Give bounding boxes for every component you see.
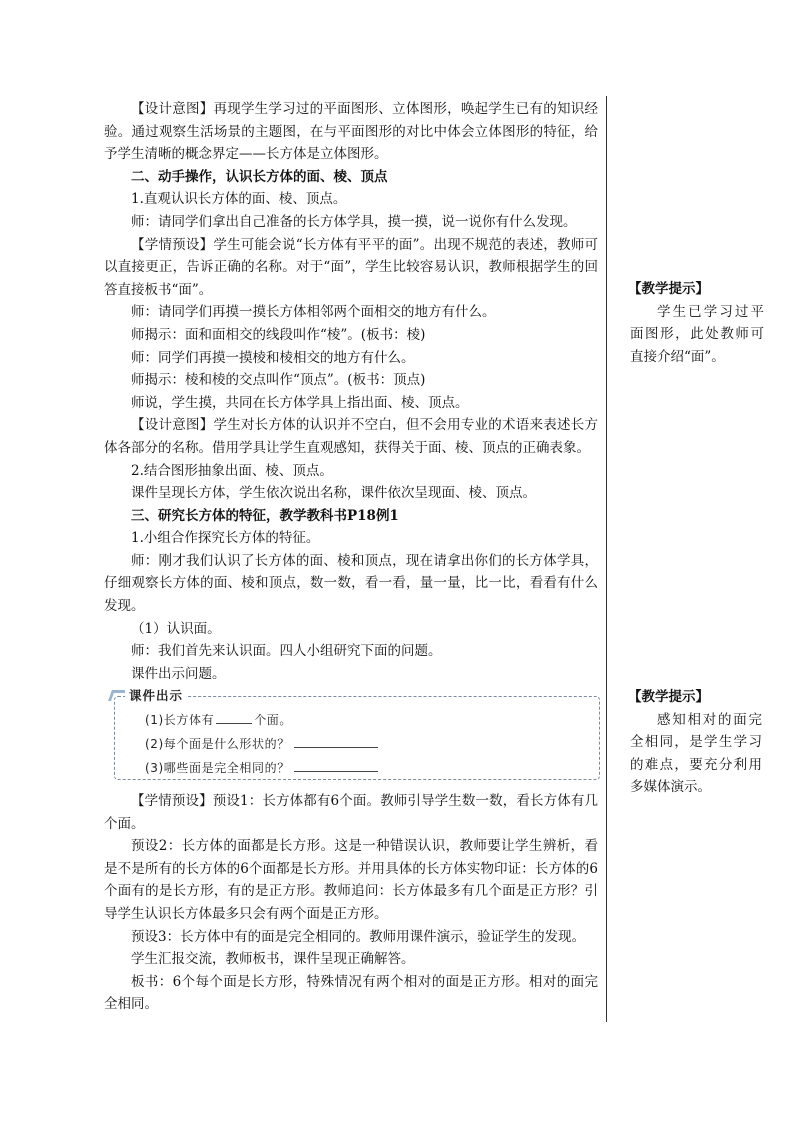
joint-activity: 师说，学生摸，共同在长方体学具上指出面、棱、顶点。 [131,394,469,411]
teacher-reveal-vertex: 师揭示：棱和棱的交点叫作“顶点”。(板书：顶点) [131,372,426,389]
question-2-text: (2)每个面是什么形状的？ [145,737,290,751]
teacher-instruction-observe: 师：刚才我们认识了长方体的面、棱和顶点，现在请拿出你们的长方体学具，仔细观察长方体的面、棱和顶点，数一数，看一看，量一量，比一比，看看有什么发现。 [104,552,598,615]
teacher-reveal-edge: 师揭示：面和面相交的线段叫作“棱”。(板书：棱) [131,326,426,343]
design-intent-paragraph-2: 【设计意图】学生对长方体的认识并不空白，但不会用专业的术语来表述长方体各部分的名称。借用学具让学生直观感知，获得关于面、棱、顶点的正确表象。 [104,417,598,456]
column-divider [606,96,607,1022]
teaching-tip-1-body: 学生已学习过平面图形，此处教师可直接介绍“面”。 [630,303,764,365]
teacher-prompt-vertex: 师：同学们再摸一摸棱和棱相交的地方有什么。 [131,349,415,366]
step-1-title: 1.直观认识长方体的面、棱、顶点。 [131,191,347,208]
answer-blank-2 [294,735,378,748]
courseware-presentation: 课件呈现长方体，学生依次说出名称，课件依次呈现面、棱、顶点。 [131,485,536,502]
question-1-text: (1)长方体有 [145,713,215,727]
design-intent-paragraph-1: 【设计意图】再现学生学习过的平面图形、立体图形，唤起学生已有的知识经验。通过观察生活场景的主题图，在与平面图形的对比中体会立体图形的特征，给予学生清晰的概念界定——长方体是立体图形。 [104,101,598,163]
teaching-tip-1 [628,278,780,368]
teaching-tip-1-title: 【教学提示】 [628,281,709,297]
courseware-box [114,688,600,780]
teacher-instruction-faces: 师：我们首先来认识面。四人小组研究下面的问题。 [131,643,442,660]
board-writing-paragraph: 板书：6个每个面是长方形，特殊情况有两个相对的面是正方形。相对的面完全相同。 [104,973,598,1013]
learning-prediction-paragraph-1: 【学情预设】学生可能会说“长方体有平平的面”。出现不规范的表述，教师可以直接更正，告诉正确的名称。对于“面”，学生比较容易认识，教师根据学生的回答直接板书“面”。 [104,236,598,298]
teaching-tip-2-body: 感知相对的面完全相同，是学生学习的难点，要充分利用多媒体演示。 [630,711,762,796]
question-3 [145,759,378,776]
teacher-prompt-touch: 师：请同学们拿出自己准备的长方体学具，摸一摸，说一说你有什么发现。 [131,213,577,230]
section-heading-2: 二、动手操作，认识长方体的面、棱、顶点 [131,168,388,185]
courseware-box-label: 课件出示 [125,688,187,704]
prediction-2-paragraph: 预设2：长方体的面都是长方形。这是一种错误认识，教师要让学生辨析，看是不是所有的长方体的6个面都是长方形。并用具体的长方体实物印证：长方体的6个面有的是长方形，有的是正方形。教师追问：长方体最多有几个面是正方形？引导学生认识长方体最多只会有两个面是正方形。 [104,838,598,922]
teaching-tip-2 [628,686,780,799]
teaching-tip-2-title: 【教学提示】 [628,689,709,705]
lesson-plan-main-column [104,98,598,685]
courseware-question-intro: 课件出示问题。 [131,665,226,682]
student-report-paragraph: 学生汇报交流，教师板书，课件呈现正确解答。 [131,951,415,968]
question-1 [145,711,292,728]
group-work-title: 1.小组合作探究长方体的特征。 [131,530,320,547]
question-3-text: (3)哪些面是完全相同的？ [145,761,290,775]
teacher-prompt-edge: 师：请同学们再摸一摸长方体相邻两个面相交的地方有什么。 [131,304,496,321]
prediction-3-paragraph: 预设3：长方体中有的面是完全相同的。教师用课件演示，验证学生的发现。 [131,928,586,945]
learning-prediction-paragraph-2: 【学情预设】预设1：长方体都有6个面。教师引导学生数一数，看长方体有几个面。 [104,793,598,832]
sub-step-faces: （1）认识面。 [131,620,221,637]
step-2-title: 2.结合图形抽象出面、棱、顶点。 [131,462,333,479]
question-2 [145,735,378,752]
lesson-plan-main-column-continued [104,790,598,1016]
answer-blank-3 [294,759,378,772]
section-heading-3: 三、研究长方体的特征，教学教科书P18例1 [131,507,399,524]
question-1-suffix: 个面。 [254,713,293,727]
answer-blank-1 [216,711,252,724]
